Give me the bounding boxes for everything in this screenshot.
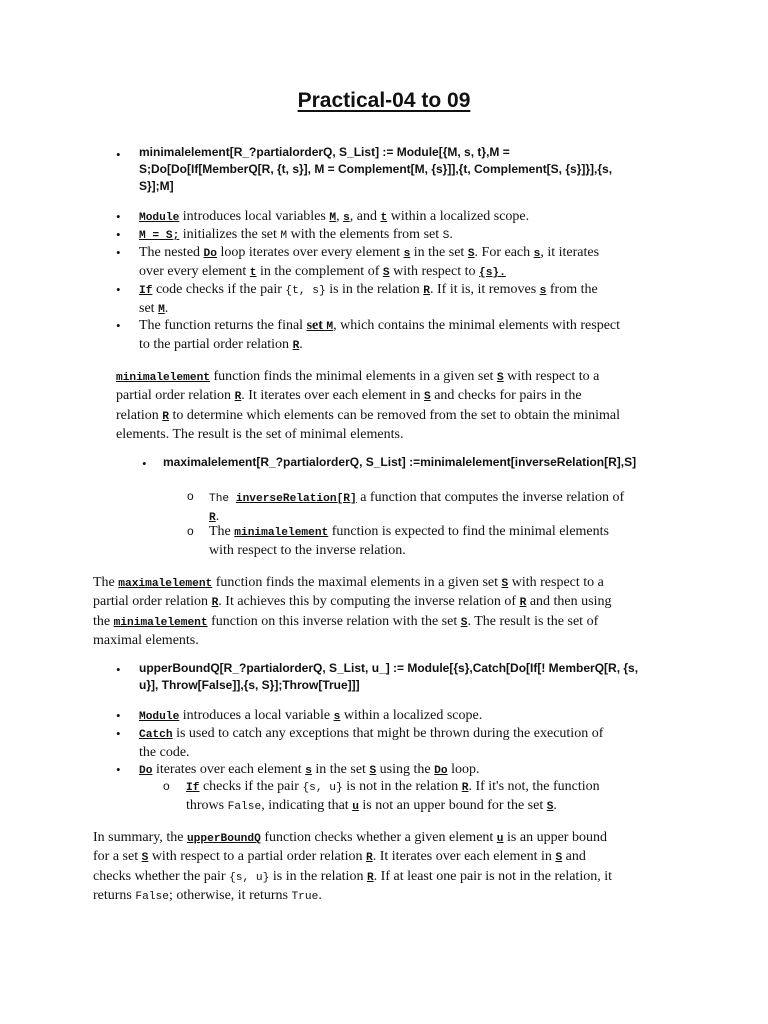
text: is used to catch any exceptions that might be thrown during the execution of — [172, 726, 604, 741]
page-title: Practical-04 to 09 — [297, 89, 471, 112]
text: with respect to the inverse relation. — [209, 543, 406, 559]
code-term: Module — [139, 212, 180, 224]
code-term: t — [249, 267, 257, 280]
code-definition-maximalelement: maximalelement[R_?partialorderQ, S_List] :=minimalelement[inverseRelation[R],S] — [163, 455, 637, 469]
code-term: Do — [434, 765, 448, 777]
code-term: {t, s} — [285, 285, 326, 297]
text: in the complement of — [256, 264, 383, 280]
text: The — [209, 524, 235, 539]
text: a function that computes the inverse relation of — [356, 490, 625, 505]
list-item — [139, 317, 739, 356]
text: partial order relation — [93, 594, 212, 610]
code-term: R — [366, 871, 374, 884]
code-term: R — [209, 512, 216, 525]
code-term: M — [280, 230, 288, 242]
code-term: s — [403, 248, 411, 260]
paragraph-minimalelement — [116, 368, 716, 443]
code-term: {s, u} — [229, 871, 270, 884]
text: introduces a local variable — [179, 708, 334, 723]
code-term: S — [555, 852, 563, 865]
code-term: u — [352, 801, 359, 814]
code-term: minimalelement — [234, 527, 329, 539]
text: . If at least one pair is not in the relation, it — [373, 868, 612, 884]
bullet-marker: • — [116, 662, 121, 677]
text: elements. The result is the set of minimal elements. — [116, 426, 404, 442]
text: is not an upper bound for the set — [358, 798, 547, 814]
code-term: S — [467, 248, 475, 260]
code-line: S;Do[Do[If[MemberQ[R, {t, s}], M = Complement[M, {s}]],{t, Complement[S, {s}]}],{s, — [139, 162, 613, 176]
list-item — [139, 281, 739, 320]
code-term: s — [533, 248, 541, 260]
sub-list-item — [209, 489, 679, 528]
code-term: S — [141, 852, 149, 865]
code-term: R — [162, 410, 169, 423]
text: checks if the pair — [199, 779, 303, 794]
text: set — [139, 301, 159, 317]
code-term: True — [291, 890, 319, 903]
bullet-marker: • — [116, 245, 121, 260]
code-definition-minimalelement — [139, 144, 739, 195]
code-term: S — [496, 372, 504, 384]
text: for a set — [93, 849, 142, 865]
code-term: s — [343, 212, 350, 224]
code-term: S — [442, 230, 450, 242]
code-term: Catch — [139, 729, 173, 741]
sub-bullet-marker: o — [163, 779, 170, 793]
code-term: Do — [139, 765, 153, 777]
text: with respect to — [389, 264, 479, 280]
bullet-marker: • — [116, 708, 121, 723]
sub-bullet-marker: o — [187, 489, 194, 503]
text: . For each — [474, 245, 534, 260]
code-term: Do — [203, 248, 217, 260]
text: within a localized scope. — [340, 708, 483, 723]
code-term: s — [305, 765, 312, 777]
bullet-marker: • — [142, 456, 147, 471]
text: and — [562, 849, 586, 865]
code-term: S — [382, 267, 390, 280]
paragraph-upperboundq — [93, 829, 693, 906]
list-item — [139, 707, 739, 726]
code-term: S — [423, 391, 431, 404]
code-term: R — [423, 285, 430, 297]
text: function finds the maximal elements in a given set — [212, 575, 502, 590]
text: . — [164, 301, 169, 317]
code-term: If — [139, 285, 153, 297]
text: is an upper bound — [503, 830, 607, 845]
text: is in the relation — [269, 868, 367, 884]
code-term: Module — [139, 711, 180, 723]
code-term: M = S; — [139, 230, 180, 242]
paragraph-maximalelement — [93, 574, 693, 649]
code-line: S}];M] — [139, 179, 174, 193]
code-term: R — [366, 852, 373, 865]
code-term: M — [158, 304, 165, 317]
sub-list-item — [186, 778, 686, 817]
code-term: s — [333, 711, 341, 723]
text: . If it is, it removes — [430, 282, 540, 297]
bullet-marker: • — [116, 227, 121, 242]
code-term: False — [227, 801, 262, 814]
code-term: R — [519, 597, 527, 610]
text: . — [449, 227, 453, 242]
text: . It iterates over each element in — [241, 388, 424, 404]
text: with respect to a partial order relation — [148, 849, 367, 865]
code-term: s — [539, 285, 547, 297]
text: over every element — [139, 264, 250, 280]
code-line: u}], Throw[False]],{s, S}];Throw[True]]] — [139, 678, 360, 692]
text: in the set — [410, 245, 468, 260]
text: checks whether the pair — [93, 868, 230, 884]
text: to determine which elements can be removed from the set to obtain the minimal — [168, 407, 620, 423]
text: . The result is the set of — [467, 613, 599, 629]
text: returns — [93, 887, 136, 903]
text: within a localized scope. — [387, 209, 530, 224]
text: The nested — [139, 245, 204, 260]
list-item — [139, 208, 739, 227]
text: to the partial order relation — [139, 337, 293, 353]
text: . — [553, 798, 557, 814]
text: . — [299, 337, 303, 353]
code-term: inverseRelation[R] — [235, 493, 357, 505]
text: , which contains the minimal elements with respect — [333, 318, 621, 333]
code-term: S — [501, 578, 509, 590]
code-term: R — [461, 782, 469, 794]
text: maximal elements. — [93, 632, 199, 648]
text: , indicating that — [261, 798, 353, 814]
list-item — [139, 725, 739, 762]
text: In summary, the — [93, 830, 187, 845]
code-term: M — [326, 321, 334, 333]
code-term: S — [546, 801, 554, 814]
text: throws — [186, 798, 228, 814]
code-term: upperBoundQ — [186, 833, 261, 845]
code-line: minimalelement[R_?partialorderQ, S_List] := Module[{M, s, t},M = — [139, 145, 510, 159]
text: . It iterates over each element in — [372, 849, 556, 865]
bullet-marker: • — [116, 147, 121, 162]
text: The function returns the final — [139, 318, 307, 333]
text: is in the relation — [325, 282, 424, 297]
text: . — [318, 887, 322, 903]
text: initializes the set — [179, 227, 281, 242]
text: , and — [349, 209, 381, 224]
text: . It achieves this by computing the inverse relation of — [218, 594, 520, 610]
code-term: minimalelement — [116, 372, 210, 384]
code-term: R — [234, 391, 242, 404]
code-term: {s}. — [479, 267, 506, 280]
code-term: M — [329, 212, 337, 224]
text: with respect to a — [508, 575, 604, 590]
text: is not in the relation — [342, 779, 462, 794]
text: . If it's not, the function — [468, 779, 600, 794]
code-term: u — [496, 833, 504, 845]
text: function finds the minimal elements in a given set — [210, 369, 497, 384]
text: code checks if the pair — [152, 282, 286, 297]
text: the code. — [139, 745, 190, 761]
text: relation — [116, 407, 163, 423]
bullet-marker: • — [116, 726, 121, 741]
code-term: False — [135, 890, 169, 903]
list-item — [139, 226, 739, 245]
sub-bullet-marker: o — [187, 524, 194, 538]
bullet-marker: • — [116, 318, 121, 333]
text: with respect to a — [503, 369, 600, 384]
text: partial order relation — [116, 388, 235, 404]
code-line: upperBoundQ[R_?partialorderQ, S_List, u_] := Module[{s},Catch[Do[If[! MemberQ[R, {s, — [139, 661, 639, 675]
code-term: S — [369, 765, 377, 777]
code-term: minimalelement — [113, 616, 208, 629]
text: The — [93, 575, 119, 590]
text: . — [215, 509, 220, 525]
sub-list-item — [209, 523, 679, 560]
text: introduces local variables — [179, 209, 330, 224]
text: the — [93, 613, 114, 629]
code-term: maximalelement — [118, 578, 213, 590]
bullet-marker: • — [116, 762, 121, 777]
list-item — [139, 244, 739, 283]
text: and then using — [526, 594, 612, 610]
text: function is expected to find the minimal elements — [328, 524, 609, 539]
bullet-marker: • — [116, 209, 121, 224]
text: using the — [376, 762, 435, 777]
text: function checks whether a given element — [260, 830, 497, 845]
text: in the set — [311, 762, 370, 777]
text: The — [209, 493, 236, 505]
text: function on this inverse relation with the set — [207, 613, 461, 629]
code-definition-upperboundq — [139, 660, 739, 694]
code-term: R — [292, 340, 300, 353]
text: with the elements from set — [287, 227, 443, 242]
bullet-marker: • — [116, 282, 121, 297]
text: from the — [546, 282, 598, 297]
code-term: {s, u} — [302, 782, 343, 794]
text: loop iterates over every element — [216, 245, 404, 260]
text: set — [306, 318, 327, 333]
text: and checks for pairs in the — [430, 388, 582, 404]
code-term: t — [380, 212, 388, 224]
code-term: S — [460, 616, 468, 629]
text: loop. — [447, 762, 480, 777]
text: , it iterates — [540, 245, 600, 260]
text: iterates over each element — [152, 762, 306, 777]
code-term: If — [186, 782, 200, 794]
text: , — [336, 209, 344, 224]
code-term: R — [211, 597, 219, 610]
text: ; otherwise, it returns — [168, 887, 292, 903]
